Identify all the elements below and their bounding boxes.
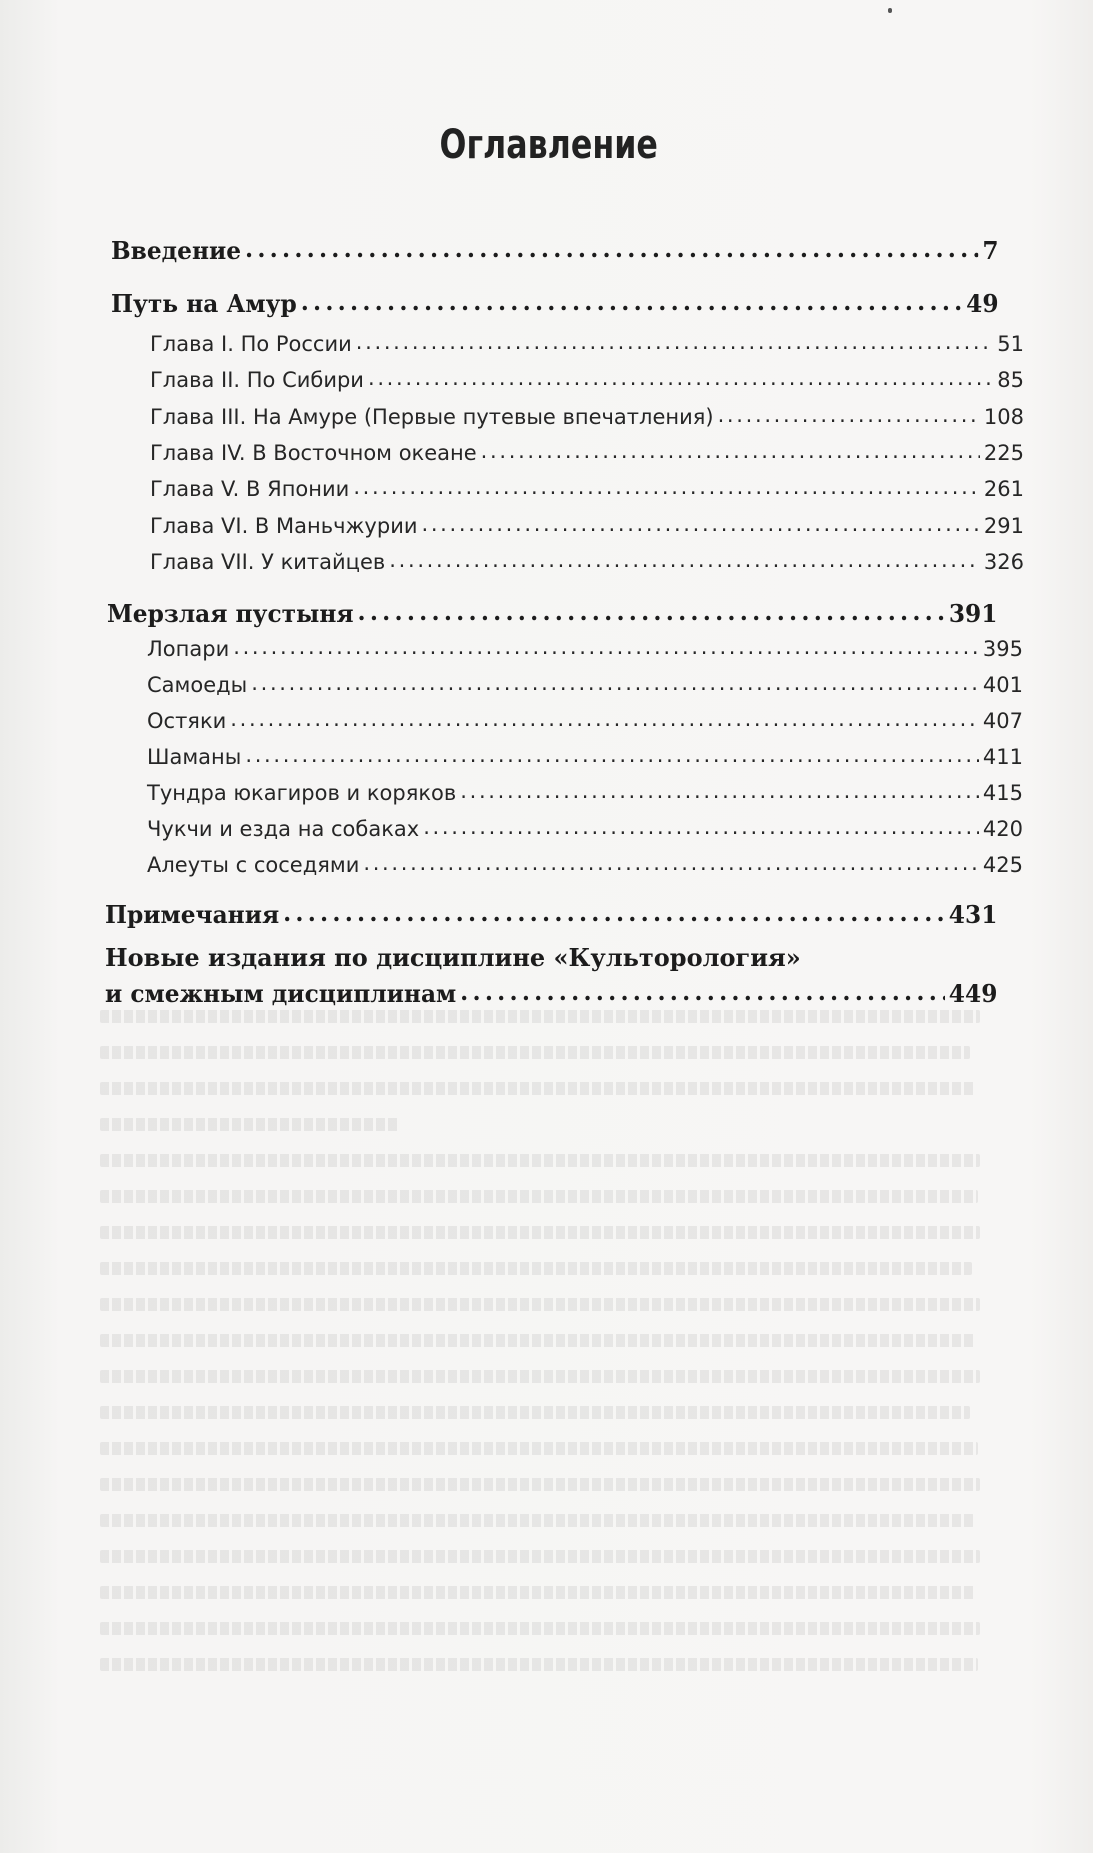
dot-leader: [481, 439, 980, 463]
toc-entry-label: Введение: [111, 236, 242, 265]
toc-page-number: 326: [983, 550, 1024, 574]
toc-entry-section-ostyaki[interactable]: [147, 709, 1023, 733]
toc-entry-section-samoedy[interactable]: [147, 673, 1023, 697]
toc-entry-label: Глава VII. У китайцев: [150, 550, 386, 574]
toc-entry-label: Самоеды: [147, 673, 248, 697]
toc-page-number: 261: [983, 477, 1024, 501]
dot-leader: [460, 779, 979, 803]
toc-page-number: 411: [982, 745, 1023, 769]
toc-page-number: 407: [982, 709, 1023, 733]
toc-page-number: 401: [982, 673, 1023, 697]
toc-entry-part-frozen-desert[interactable]: [107, 599, 997, 628]
dot-leader: [718, 403, 980, 427]
toc-entry-section-lopari[interactable]: [147, 637, 1023, 661]
toc-page-number: 7: [982, 236, 999, 265]
page-title: Оглавление: [439, 122, 658, 168]
toc-page-number: 51: [997, 332, 1024, 356]
dot-leader: [230, 707, 979, 731]
dot-leader: [301, 287, 963, 316]
dot-leader: [251, 671, 979, 695]
dot-leader: [423, 815, 979, 839]
toc-page-number: 415: [982, 781, 1023, 805]
toc-page-number: 431: [948, 900, 998, 929]
dot-leader: [233, 635, 979, 659]
dot-leader: [245, 743, 979, 767]
toc-entry-chapter-6[interactable]: [150, 514, 1024, 538]
toc-page-number: 225: [983, 441, 1024, 465]
dot-leader: [389, 548, 980, 572]
toc-entry-introduction[interactable]: [111, 236, 999, 265]
toc-entry-label: Шаманы: [147, 745, 242, 769]
toc-page-number: 291: [983, 514, 1024, 538]
toc-page-number: 425: [982, 853, 1023, 877]
toc-entry-label: Лопари: [147, 637, 230, 661]
toc-entry-label: Тундра юкагиров и коряков: [147, 781, 457, 805]
toc-entry-section-chukchi[interactable]: [147, 817, 1023, 841]
toc-page-number: 420: [982, 817, 1023, 841]
toc-entry-new-editions-line1[interactable]: Новые издания по дисциплине «Культорология»: [105, 943, 801, 972]
toc-entry-label: Мерзлая пустыня: [107, 599, 354, 628]
toc-page-number: 449: [948, 979, 998, 1008]
toc-entry-label: Глава III. На Амуре (Первые путевые впечатления): [150, 405, 714, 429]
toc-page-number: 395: [982, 637, 1023, 661]
dot-leader: [358, 597, 945, 626]
toc-entry-label: Глава I. По России: [150, 332, 352, 356]
toc-page-number: 85: [997, 368, 1024, 392]
toc-entry-label: Чукчи и езда на собаках: [147, 817, 420, 841]
toc-entry-label: Остяки: [147, 709, 227, 733]
toc-entry-label: Глава II. По Сибири: [150, 368, 364, 392]
toc-entry-label: Путь на Амур: [111, 289, 297, 318]
dot-leader: [353, 475, 980, 499]
dot-leader: [283, 898, 945, 927]
toc-entry-label: Алеуты с соседями: [147, 853, 360, 877]
toc-entry-chapter-3[interactable]: [150, 405, 1024, 429]
toc-page-number: 391: [948, 599, 998, 628]
toc-page-number: 49: [966, 289, 999, 318]
dot-leader: [245, 234, 978, 263]
toc-entry-chapter-4[interactable]: [150, 441, 1024, 465]
toc-entry-section-aleuty[interactable]: [147, 853, 1023, 877]
toc-entry-label: Глава V. В Японии: [150, 477, 350, 501]
toc-entry-label: Глава IV. В Восточном океане: [150, 441, 477, 465]
toc-entry-label: и смежным дисциплинам: [105, 979, 457, 1008]
bleed-through-texture: [100, 1000, 1000, 1720]
dot-leader: [356, 330, 993, 354]
toc-entry-notes[interactable]: [105, 900, 997, 929]
toc-entry-section-shamany[interactable]: [147, 745, 1023, 769]
dot-leader: [368, 366, 993, 390]
dot-leader: [421, 512, 979, 536]
toc-entry-chapter-2[interactable]: [150, 368, 1024, 392]
toc-entry-section-tundra[interactable]: [147, 781, 1023, 805]
toc-entry-label: Глава VI. В Маньчжурии: [150, 514, 418, 538]
toc-entry-chapter-7[interactable]: [150, 550, 1024, 574]
toc-entry-label: Примечания: [105, 900, 280, 929]
toc-entry-chapter-5[interactable]: [150, 477, 1024, 501]
toc-page-number: 108: [983, 405, 1024, 429]
toc-entry-chapter-1[interactable]: [150, 332, 1024, 356]
dot-leader: [363, 851, 979, 875]
toc-entry-part-amur[interactable]: [111, 289, 999, 318]
